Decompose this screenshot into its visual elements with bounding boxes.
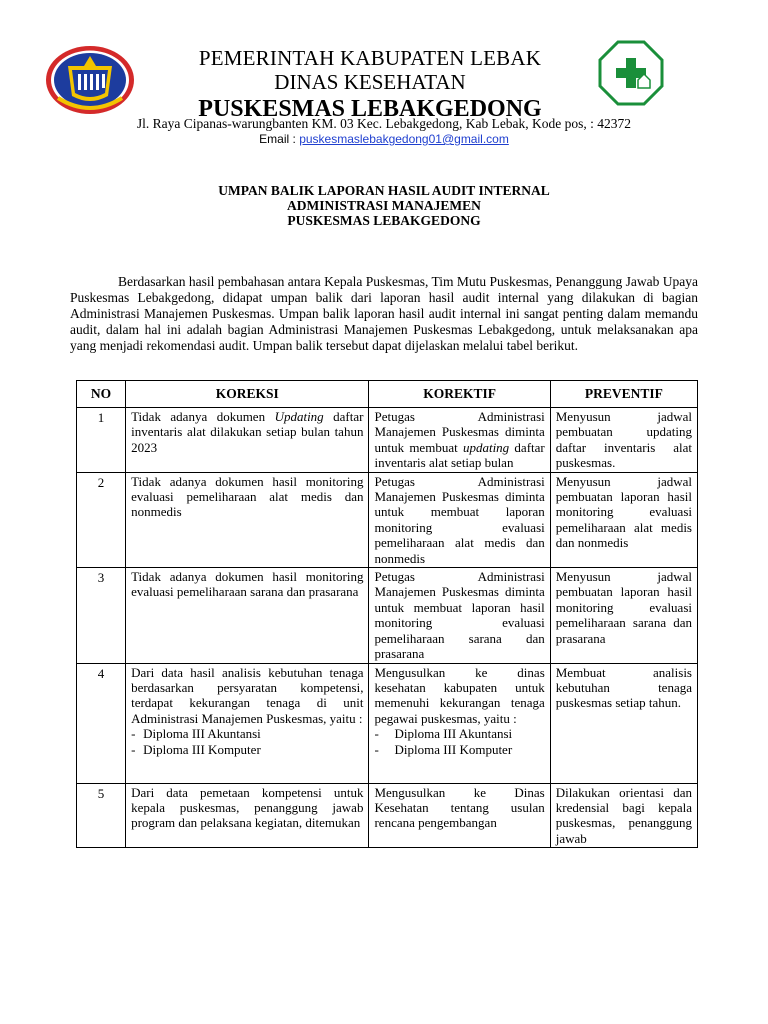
- title-line-1: UMPAN BALIK LAPORAN HASIL AUDIT INTERNAL: [218, 183, 550, 198]
- table-row: [77, 783, 698, 848]
- row-number: 5: [77, 783, 126, 848]
- korektif-emphasis: updating: [462, 439, 510, 455]
- koreksi-text: daftar inventaris alat dilakukan setiap bulan tahun 2023: [131, 409, 364, 455]
- korektif-cell: Petugas Administrasi Manajemen Puskesmas diminta untuk membuat laporan monitoring evaluasi pemeliharaan alat medis dan nonmedis: [369, 472, 550, 567]
- preventif-cell: Dilakukan orientasi dan kredensial bagi kepala puskesmas, penanggung jawab: [550, 783, 697, 848]
- audit-feedback-table: [76, 380, 698, 848]
- koreksi-text: Tidak adanya dokumen: [131, 409, 275, 424]
- kabupaten-lebak-emblem-icon: [44, 44, 136, 116]
- table-header-row: [77, 381, 698, 408]
- korektif-cell: [369, 408, 550, 473]
- letterhead-puskesmas: PUSKESMAS LEBAKGEDONG: [198, 96, 542, 122]
- row-number: 1: [77, 408, 126, 473]
- document-title: [60, 183, 708, 228]
- korektif-cell: [369, 663, 550, 783]
- intro-paragraph: Berdasarkan hasil pembahasan antara Kepala Puskesmas, Tim Mutu Puskesmas, Penanggung Jawab Upaya Puskesmas Lebakgedong, didapat umpan balik dari laporan hasil audit internal yang dilakukan di bagian Administrasi Manajemen Puskesmas. Umpan balik laporan hasil audit internal ini sangat penting dalam memandu audit, dalam hal ini adalah bagian Administrasi Manajemen Puskesmas Lebakgedong, untuk melaksanakan apa yang menjadi rekomendasi audit. Umpan balik tersebut dapat dijelaskan melalui tabel berikut.: [70, 274, 699, 353]
- email-label: Email :: [259, 132, 300, 146]
- koreksi-text: Dari data hasil analisis kebutuhan tenaga berdasarkan persyaratan kompetensi, terdapat kekurangan tenaga di unit Administrasi Manajemen Puskesmas, yaitu :: [131, 664, 364, 726]
- letterhead-agency: DINAS KESEHATAN: [274, 70, 466, 94]
- table-row: [77, 568, 698, 663]
- koreksi-cell: Dari data pemetaan kompetensi untuk kepala puskesmas, penanggung jawab program dan pelaksana kegiatan, ditemukan: [126, 783, 369, 848]
- email-link[interactable]: puskesmaslebakgedong01@gmail.com: [299, 132, 509, 146]
- koreksi-cell: Tidak adanya dokumen hasil monitoring evaluasi pemeliharaan sarana dan prasarana: [126, 568, 369, 663]
- korektif-text: Mengusulkan ke dinas kesehatan kabupaten untuk memenuhi kekurangan tenaga pegawai puskesmas, yaitu :: [374, 664, 545, 726]
- header-koreksi: KOREKSI: [126, 381, 369, 408]
- title-line-2: ADMINISTRASI MANAJEMEN: [287, 198, 481, 213]
- korektif-cell: Mengusulkan ke Dinas Kesehatan tentang usulan rencana pengembangan: [369, 783, 550, 848]
- koreksi-cell: [126, 408, 369, 473]
- puskesmas-cross-icon: [598, 40, 664, 106]
- korektif-list: [374, 726, 544, 757]
- preventif-cell: Menyusun jadwal pembuatan laporan hasil monitoring evaluasi pemeliharaan sarana dan prasarana: [550, 568, 697, 663]
- header-preventif: PREVENTIF: [550, 381, 697, 408]
- row-number: 4: [77, 663, 126, 783]
- korektif-text: Petugas Administrasi Manajemen Puskesmas diminta untuk membuat: [374, 409, 545, 455]
- letterhead-email: [60, 132, 708, 147]
- list-item: - Diploma III Komputer: [374, 742, 544, 757]
- title-line-3: PUSKESMAS LEBAKGEDONG: [287, 213, 481, 228]
- table-row: [77, 472, 698, 567]
- list-item: - Diploma III Akuntansi: [374, 726, 544, 741]
- list-item: - Diploma III Komputer: [131, 742, 363, 757]
- row-number: 3: [77, 568, 126, 663]
- koreksi-cell: Tidak adanya dokumen hasil monitoring evaluasi pemeliharaan alat medis dan nonmedis: [126, 472, 369, 567]
- table-row: [77, 408, 698, 473]
- list-item: - Diploma III Akuntansi: [131, 726, 363, 741]
- header-no: NO: [77, 381, 126, 408]
- koreksi-cell: [126, 663, 369, 783]
- letterhead: [140, 46, 600, 124]
- header-korektif: KOREKTIF: [369, 381, 550, 408]
- letterhead-address: Jl. Raya Cipanas-warungbanten KM. 03 Kec. Lebakgedong, Kab Lebak, Kode pos, : 42372: [136, 116, 632, 131]
- letterhead-government: PEMERINTAH KABUPATEN LEBAK: [198, 46, 542, 70]
- preventif-cell: Membuat analisis kebutuhan tenaga puskesmas setiap tahun.: [550, 663, 697, 783]
- koreksi-list: [131, 726, 363, 757]
- table-row: [77, 663, 698, 783]
- preventif-cell: Menyusun jadwal pembuatan laporan hasil monitoring evaluasi pemeliharaan alat medis dan nonmedis: [550, 472, 697, 567]
- korektif-cell: Petugas Administrasi Manajemen Puskesmas diminta untuk membuat laporan hasil monitoring evaluasi pemeliharaan sarana dan prasarana: [369, 568, 550, 663]
- row-number: 2: [77, 472, 126, 567]
- koreksi-emphasis: Updating: [274, 409, 324, 424]
- preventif-cell: Menyusun jadwal pembuatan updating daftar inventaris alat puskesmas.: [550, 408, 697, 473]
- korektif-text: daftar inventaris alat setiap bulan: [374, 439, 545, 471]
